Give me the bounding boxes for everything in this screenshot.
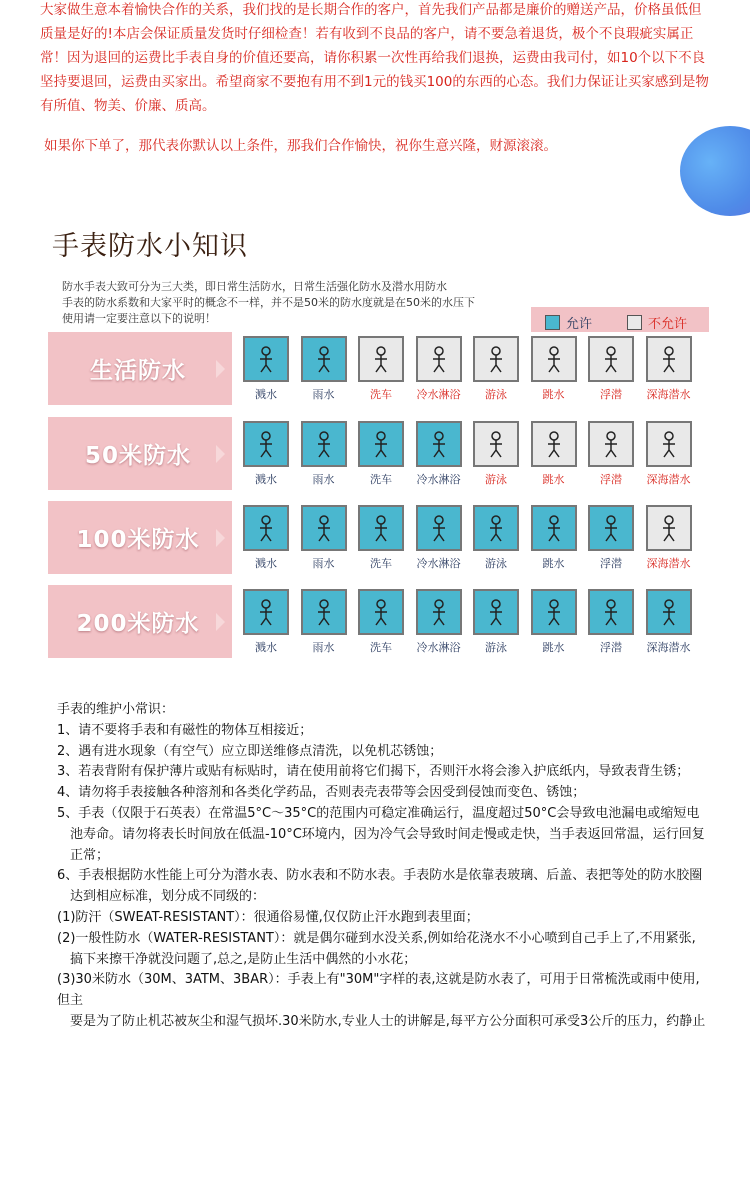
chart-intro xyxy=(62,279,542,327)
activity-caption: 冷水淋浴 xyxy=(416,641,461,654)
activity-cell xyxy=(528,336,580,402)
activity-picture xyxy=(473,336,519,382)
activity-caption: 跳水 xyxy=(542,388,565,401)
activity-picture xyxy=(416,421,462,467)
activity-cell xyxy=(240,589,292,655)
activity-cell xyxy=(298,336,350,402)
activity-picture xyxy=(588,421,634,467)
legend-not-allowed-swatch xyxy=(627,315,642,330)
activity-cell xyxy=(298,421,350,487)
tip-line: 1、请不要将手表和有磁性的物体互相接近； xyxy=(57,722,313,738)
activity-cell xyxy=(355,336,407,402)
activity-picture xyxy=(531,336,577,382)
row-label: 100米防水 xyxy=(76,527,200,553)
activity-caption: 洗车 xyxy=(370,473,392,486)
activity-cell xyxy=(413,421,465,487)
legend-not-allowed xyxy=(627,313,687,332)
tip-line: 2、遇有进水现象（有空气）应立即送维修点清洗，以免机芯锈蚀； xyxy=(57,743,443,759)
activity-cell xyxy=(470,421,522,487)
activity-caption: 浮潜 xyxy=(600,641,622,654)
activity-picture xyxy=(588,589,634,635)
chart-legend xyxy=(531,307,709,333)
activity-picture xyxy=(358,336,404,382)
row-arrow xyxy=(216,360,225,378)
maintenance-tips xyxy=(57,700,707,1033)
legend-allowed-label: 允许 xyxy=(566,317,593,332)
activity-cell xyxy=(585,589,637,655)
activity-cell xyxy=(413,505,465,571)
activity-caption: 冷水淋浴 xyxy=(416,557,461,570)
activity-cell xyxy=(355,421,407,487)
activity-caption: 游泳 xyxy=(485,641,507,654)
activity-picture xyxy=(416,589,462,635)
row-cells xyxy=(232,417,710,490)
activity-picture xyxy=(646,421,692,467)
activity-cell xyxy=(240,421,292,487)
activity-picture xyxy=(646,336,692,382)
activity-caption: 冷水淋浴 xyxy=(416,388,461,401)
activity-caption: 跳水 xyxy=(542,473,565,486)
activity-cell xyxy=(298,505,350,571)
chart-row xyxy=(48,501,710,574)
activity-picture xyxy=(588,336,634,382)
tip-line: 4、请勿将手表接触各种溶剂和各类化学药品，否则表壳表带等会因受到侵蚀而变色、锈蚀； xyxy=(57,785,586,801)
tip-line: 6、手表根据防水性能上可分为潜水表、防水表和不防水表。手表防水是依靠表玻璃、后盖、表把等处的防水胶圈 xyxy=(57,868,703,884)
activity-cell xyxy=(470,589,522,655)
activity-cell xyxy=(643,589,695,655)
activity-cell xyxy=(585,336,637,402)
activity-cell xyxy=(643,505,695,571)
activity-cell xyxy=(585,505,637,571)
legend-not-allowed-label: 不允许 xyxy=(648,317,688,332)
chart-row xyxy=(48,332,710,405)
row-cells xyxy=(232,332,710,405)
activity-picture xyxy=(473,589,519,635)
activity-picture xyxy=(243,505,289,551)
activity-caption: 浮潜 xyxy=(600,388,622,401)
activity-caption: 深海潜水 xyxy=(646,388,691,401)
tip-line: 要是为了防止机芯被灰尘和湿气损坏.30米防水,专业人士的讲解是,每平方公分面积可承受3公斤的压力，约静止 xyxy=(57,1013,706,1029)
decorative-circle xyxy=(680,126,750,216)
chart-intro-line: 使用请一定要注意以下的说明！ xyxy=(62,312,216,325)
activity-cell xyxy=(585,421,637,487)
activity-picture xyxy=(646,505,692,551)
activity-picture xyxy=(531,589,577,635)
tip-line: 池寿命。请勿将表长时间放在低温-10°C环境内，因为冷气会导致时间走慢或走快，当手表返回常温，运行回复 xyxy=(57,826,705,842)
activity-caption: 深海潜水 xyxy=(646,641,691,654)
tip-line: 达到相应标准，划分成不同级的： xyxy=(57,889,266,905)
activity-cell xyxy=(528,421,580,487)
tip-line: (2)一般性防水（WATER-RESISTANT）：就是偶尔碰到水没关系,例如给花浇水不小心喷到自己手上了,不用紧张, xyxy=(57,930,696,946)
activity-caption: 溅水 xyxy=(255,557,277,570)
waterproof-chart xyxy=(38,271,710,663)
tip-line: (1)防汗（SWEAT-RESISTANT）：很通俗易懂,仅仅防止汗水跑到表里面； xyxy=(57,909,479,925)
activity-picture xyxy=(301,421,347,467)
row-label: 50米防水 xyxy=(84,443,191,469)
activity-caption: 冷水淋浴 xyxy=(416,473,461,486)
chart-intro-line: 防水手表大致可分为三大类，即日常生活防水，日常生活强化防水及潜水用防水 xyxy=(62,280,447,293)
activity-cell xyxy=(643,421,695,487)
activity-picture xyxy=(301,505,347,551)
activity-cell xyxy=(355,589,407,655)
tip-line: 5、手表（仅限于石英表）在常温5°C～35°C的范围内可稳定准确运行，温度超过50°C会导致电池漏电或缩短电 xyxy=(57,805,700,821)
activity-picture xyxy=(473,421,519,467)
activity-picture xyxy=(301,336,347,382)
row-cells xyxy=(232,501,710,574)
activity-caption: 溅水 xyxy=(255,473,277,486)
activity-cell xyxy=(643,336,695,402)
chart-row xyxy=(48,585,710,658)
activity-caption: 游泳 xyxy=(485,473,507,486)
activity-picture xyxy=(416,505,462,551)
activity-cell xyxy=(528,589,580,655)
tip-line: 3、若表背附有保护薄片或贴有标贴时，请在使用前将它们揭下，否则汗水将会渗入护底纸内，导致表背生锈； xyxy=(57,764,690,780)
row-arrow xyxy=(216,445,225,463)
activity-caption: 雨水 xyxy=(312,557,335,570)
chart-row xyxy=(48,417,710,490)
activity-caption: 跳水 xyxy=(542,557,565,570)
activity-caption: 雨水 xyxy=(312,473,335,486)
activity-cell xyxy=(413,589,465,655)
row-label: 200米防水 xyxy=(76,611,200,637)
activity-caption: 游泳 xyxy=(485,557,507,570)
activity-picture xyxy=(358,505,404,551)
activity-caption: 洗车 xyxy=(370,641,392,654)
tip-line: (3)30米防水（30M、3ATM、3BAR）：手表上有"30M"字样的表,这就是防水表了，可用于日常梳洗或雨中使用,但主 xyxy=(57,972,700,1009)
activity-cell xyxy=(298,589,350,655)
activity-cell xyxy=(240,505,292,571)
activity-caption: 雨水 xyxy=(312,641,335,654)
shop-notice: 大家做生意本着愉快合作的关系，我们找的是长期合作的客户，首先我们产品都是廉价的赠送产品，价格虽低但质量是好的!本店会保证质量发货时仔细检查！若有收到不良品的客户，请不要急着退货，极个不良瑕疵实属正常！因为退回的运费比手表自身的价值还要高，请你积累一次性再给我们退换，运费由我司付，如10个以下不良坚持要退回，运费由买家出。希望商家不要抱有用不到1元的钱买100的东西的心态。我们力保证让买家感到是物有所值、物美、价廉、质高。 xyxy=(40,2,709,114)
activity-picture xyxy=(531,505,577,551)
row-label: 生活防水 xyxy=(90,358,186,384)
activity-caption: 溅水 xyxy=(255,388,277,401)
activity-caption: 浮潜 xyxy=(600,473,622,486)
row-arrow xyxy=(216,613,225,631)
legend-allowed-swatch xyxy=(545,315,560,330)
activity-caption: 洗车 xyxy=(370,388,392,401)
activity-cell xyxy=(240,336,292,402)
activity-cell xyxy=(470,336,522,402)
activity-picture xyxy=(243,421,289,467)
tip-line: 搞下来擦干净就没问题了,总之,是防止生活中偶然的小水花； xyxy=(57,951,417,967)
tip-line: 手表的维护小常识： xyxy=(57,702,175,717)
activity-caption: 浮潜 xyxy=(600,557,622,570)
activity-picture xyxy=(646,589,692,635)
activity-caption: 溅水 xyxy=(255,641,277,654)
activity-caption: 跳水 xyxy=(542,641,565,654)
activity-cell xyxy=(413,336,465,402)
activity-picture xyxy=(243,589,289,635)
row-cells xyxy=(232,585,710,658)
shop-notice-closing: 如果你下单了，那代表你默认以上条件，那我们合作愉快，祝你生意兴隆，财源滚滚。 xyxy=(44,138,557,154)
activity-picture xyxy=(588,505,634,551)
legend-allowed xyxy=(545,313,592,332)
tip-line: 正常； xyxy=(57,847,110,863)
activity-picture xyxy=(358,589,404,635)
activity-caption: 洗车 xyxy=(370,557,392,570)
activity-picture xyxy=(301,589,347,635)
activity-picture xyxy=(473,505,519,551)
activity-caption: 深海潜水 xyxy=(646,473,691,486)
activity-caption: 深海潜水 xyxy=(646,557,691,570)
activity-picture xyxy=(243,336,289,382)
chart-intro-line: 手表的防水系数和大家平时的概念不一样，并不是50米的防水度就是在50米的水压下 xyxy=(62,296,475,309)
activity-cell xyxy=(528,505,580,571)
activity-cell xyxy=(355,505,407,571)
activity-picture xyxy=(358,421,404,467)
row-arrow xyxy=(216,529,225,547)
activity-cell xyxy=(470,505,522,571)
activity-picture xyxy=(416,336,462,382)
activity-picture xyxy=(531,421,577,467)
section-title: 手表防水小知识 xyxy=(52,231,248,262)
activity-caption: 雨水 xyxy=(312,388,335,401)
activity-caption: 游泳 xyxy=(485,388,507,401)
